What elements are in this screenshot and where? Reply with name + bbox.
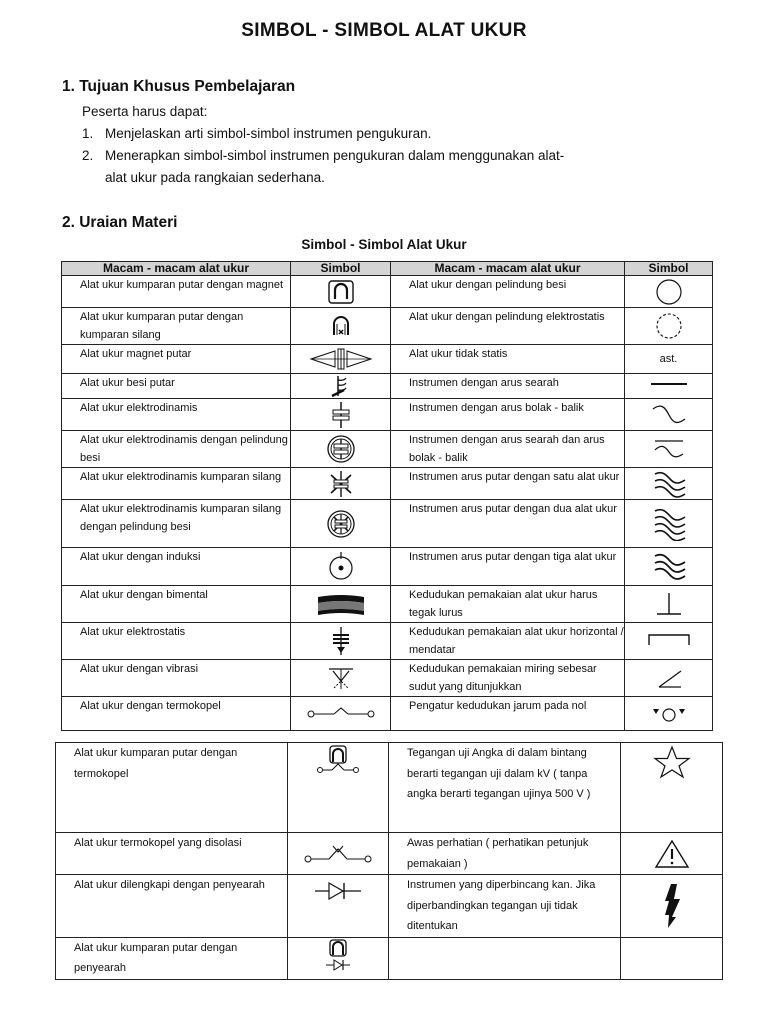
table-row — [62, 431, 713, 468]
symbol-cell — [625, 468, 713, 500]
three-phase-two-element-icon — [649, 507, 689, 541]
item-number: 2. — [82, 148, 94, 163]
electrodynamic-shielded-icon — [325, 434, 357, 464]
table-row — [62, 345, 713, 374]
table-row — [62, 697, 713, 731]
table-row — [62, 399, 713, 431]
iron-shield-icon — [652, 278, 686, 306]
instrument-name: Kedudukan pemakaian alat ukur harus tegak lurus — [391, 586, 625, 623]
symbol-cell — [621, 937, 723, 979]
bimetal-icon — [316, 591, 366, 617]
instrument-name — [389, 937, 621, 979]
instrument-name: Alat ukur dilengkapi dengan penyearah — [56, 875, 288, 938]
dc-icon — [649, 379, 689, 393]
instrument-name: Instrumen dengan arus searah dan arus bolak - balik — [391, 431, 625, 468]
symbol-cell — [288, 833, 389, 875]
symbol-cell — [625, 345, 713, 374]
section-heading-objectives: 1. Tujuan Khusus Pembelajaran — [62, 78, 296, 95]
symbol-cell — [625, 431, 713, 468]
table-row — [62, 276, 713, 308]
symbol-cell — [625, 276, 713, 308]
moving-iron-icon — [326, 374, 356, 398]
symbol-cell — [291, 500, 391, 548]
symbol-cell — [291, 276, 391, 308]
table-row — [62, 586, 713, 623]
instrument-name: Alat ukur dengan pelindung besi — [391, 276, 625, 308]
table-row — [62, 548, 713, 586]
instrument-name: Tegangan uji Angka di dalam bintang berarti tegangan uji dalam kV ( tanpa angka berarti tegangan ujinya 500 V ) — [389, 743, 621, 833]
symbol-cell — [625, 308, 713, 345]
objective-item: Menerapkan simbol-simbol instrumen pengukuran dalam menggunakan alat- — [105, 148, 565, 163]
star-icon — [650, 745, 694, 779]
insulated-thermocouple-icon — [303, 843, 373, 865]
instrument-name: Instrumen dengan arus bolak - balik — [391, 399, 625, 431]
rectifier-icon — [313, 879, 363, 903]
symbol-cell — [291, 431, 391, 468]
symbol-cell — [291, 697, 391, 731]
instrument-name: Alat ukur kumparan putar dengan penyearah — [56, 937, 288, 979]
induction-icon — [326, 551, 356, 583]
symbol-cell — [621, 875, 723, 938]
symbol-cell — [291, 374, 391, 399]
symbol-cell — [288, 743, 389, 833]
warning-icon — [654, 839, 690, 869]
ac-icon — [649, 403, 689, 427]
table-row — [62, 374, 713, 399]
objective-item: Menjelaskan arti simbol-simbol instrumen pengukuran. — [105, 126, 432, 141]
table-row — [62, 468, 713, 500]
symbol-cell — [625, 660, 713, 697]
three-phase-one-element-icon — [649, 470, 689, 498]
column-header: Simbol — [625, 262, 713, 276]
ac-dc-icon — [649, 436, 689, 462]
symbol-cell — [625, 399, 713, 431]
instrument-name: Instrumen yang diperbincang kan. Jika diperbandingkan tegangan uji tidak ditentukan — [389, 875, 621, 938]
table-header-row — [62, 262, 713, 276]
instrument-name: Alat ukur dengan pelindung elektrostatis — [391, 308, 625, 345]
instrument-name: Alat ukur kumparan putar dengan termokopel — [56, 743, 288, 833]
instrument-name: Alat ukur kumparan putar dengan kumparan silang — [62, 308, 291, 345]
table-caption: Simbol - Simbol Alat Ukur — [301, 237, 467, 252]
symbol-cell — [291, 308, 391, 345]
thermocouple-icon — [306, 705, 376, 723]
symbol-cell — [625, 697, 713, 731]
instrument-name: Alat ukur tidak statis — [391, 345, 625, 374]
symbol-cell — [621, 743, 723, 833]
instrument-name: Alat ukur elektrostatis — [62, 623, 291, 660]
electrodynamic-crossed-shielded-icon — [325, 509, 357, 539]
symbol-cell — [625, 500, 713, 548]
lightning-icon — [657, 883, 687, 929]
crossed-coil-icon — [327, 313, 355, 339]
section-heading-materials: 2. Uraian Materi — [62, 214, 178, 231]
symbol-cell — [291, 468, 391, 500]
instrument-name: Instrumen arus putar dengan dua alat ukur — [391, 500, 625, 548]
symbol-cell — [625, 586, 713, 623]
three-phase-three-element-icon — [649, 552, 689, 582]
symbol-cell — [625, 623, 713, 660]
item-number: 1. — [82, 126, 94, 141]
table-row — [56, 937, 723, 979]
horizontal-position-icon — [645, 629, 693, 653]
column-header: Macam - macam alat ukur — [62, 262, 291, 276]
instrument-name: Alat ukur dengan induksi — [62, 548, 291, 586]
table-row — [62, 623, 713, 660]
instrument-name: Alat ukur magnet putar — [62, 345, 291, 374]
symbol-cell — [291, 399, 391, 431]
symbol-cell — [625, 374, 713, 399]
instrument-name: Alat ukur dengan termokopel — [62, 697, 291, 731]
electrostatic-shield-icon — [652, 312, 686, 340]
table-row — [62, 308, 713, 345]
instrument-name: Pengatur kedudukan jarum pada nol — [391, 697, 625, 731]
instrument-name: Kedudukan pemakaian miring sebesar sudut yang ditunjukkan — [391, 660, 625, 697]
intro-text: Peserta harus dapat: — [82, 104, 208, 119]
instrument-name: Alat ukur termokopel yang disolasi — [56, 833, 288, 875]
symbol-cell — [288, 875, 389, 938]
vertical-position-icon — [649, 590, 689, 618]
column-header: Macam - macam alat ukur — [391, 262, 625, 276]
symbols-table — [61, 261, 713, 731]
instrument-name: Awas perhatian ( perhatikan petunjuk pemakaian ) — [389, 833, 621, 875]
instrument-name: Alat ukur elektrodinamis kumparan silang dengan pelindung besi — [62, 500, 291, 548]
page-title: SIMBOL - SIMBOL ALAT UKUR — [241, 20, 527, 41]
moving-coil-thermocouple-icon — [316, 745, 360, 777]
moving-magnet-icon — [309, 348, 373, 370]
table-row — [56, 833, 723, 875]
table-row — [56, 875, 723, 938]
symbol-cell — [291, 345, 391, 374]
zero-adjuster-icon — [649, 704, 689, 724]
instrument-name: Alat ukur elektrodinamis dengan pelindung besi — [62, 431, 291, 468]
moving-coil-rectifier-icon — [323, 939, 353, 973]
table-row — [62, 660, 713, 697]
table-row — [56, 743, 723, 833]
symbol-cell — [288, 937, 389, 979]
instrument-name: Kedudukan pemakaian alat ukur horizontal / mendatar — [391, 623, 625, 660]
instrument-name: Alat ukur besi putar — [62, 374, 291, 399]
symbol-cell — [625, 548, 713, 586]
electrodynamic-crossed-icon — [326, 470, 356, 498]
moving-coil-magnet-icon — [327, 279, 355, 305]
instrument-name: Alat ukur elektrodinamis kumparan silang — [62, 468, 291, 500]
symbol-cell — [291, 548, 391, 586]
vibration-icon — [325, 665, 357, 691]
instrument-name: Alat ukur elektrodinamis — [62, 399, 291, 431]
objective-item-continued: alat ukur pada rangkaian sederhana. — [105, 170, 325, 185]
table-row — [62, 500, 713, 548]
instrument-name: Alat ukur kumparan putar dengan magnet — [62, 276, 291, 308]
instrument-name: Instrumen arus putar dengan tiga alat ukur — [391, 548, 625, 586]
symbol-cell — [621, 833, 723, 875]
instrument-name: Alat ukur dengan bimental — [62, 586, 291, 623]
symbols-table-continued — [55, 742, 723, 980]
symbol-cell — [291, 623, 391, 660]
inclined-position-icon — [649, 665, 689, 691]
instrument-name: Instrumen dengan arus searah — [391, 374, 625, 399]
instrument-name: Instrumen arus putar dengan satu alat ukur — [391, 468, 625, 500]
column-header: Simbol — [291, 262, 391, 276]
instrument-name: Alat ukur dengan vibrasi — [62, 660, 291, 697]
electrodynamic-icon — [326, 401, 356, 429]
symbol-cell — [291, 660, 391, 697]
symbol-cell — [291, 586, 391, 623]
electrostatic-icon — [326, 626, 356, 656]
astatic-label: ast. — [659, 353, 678, 365]
